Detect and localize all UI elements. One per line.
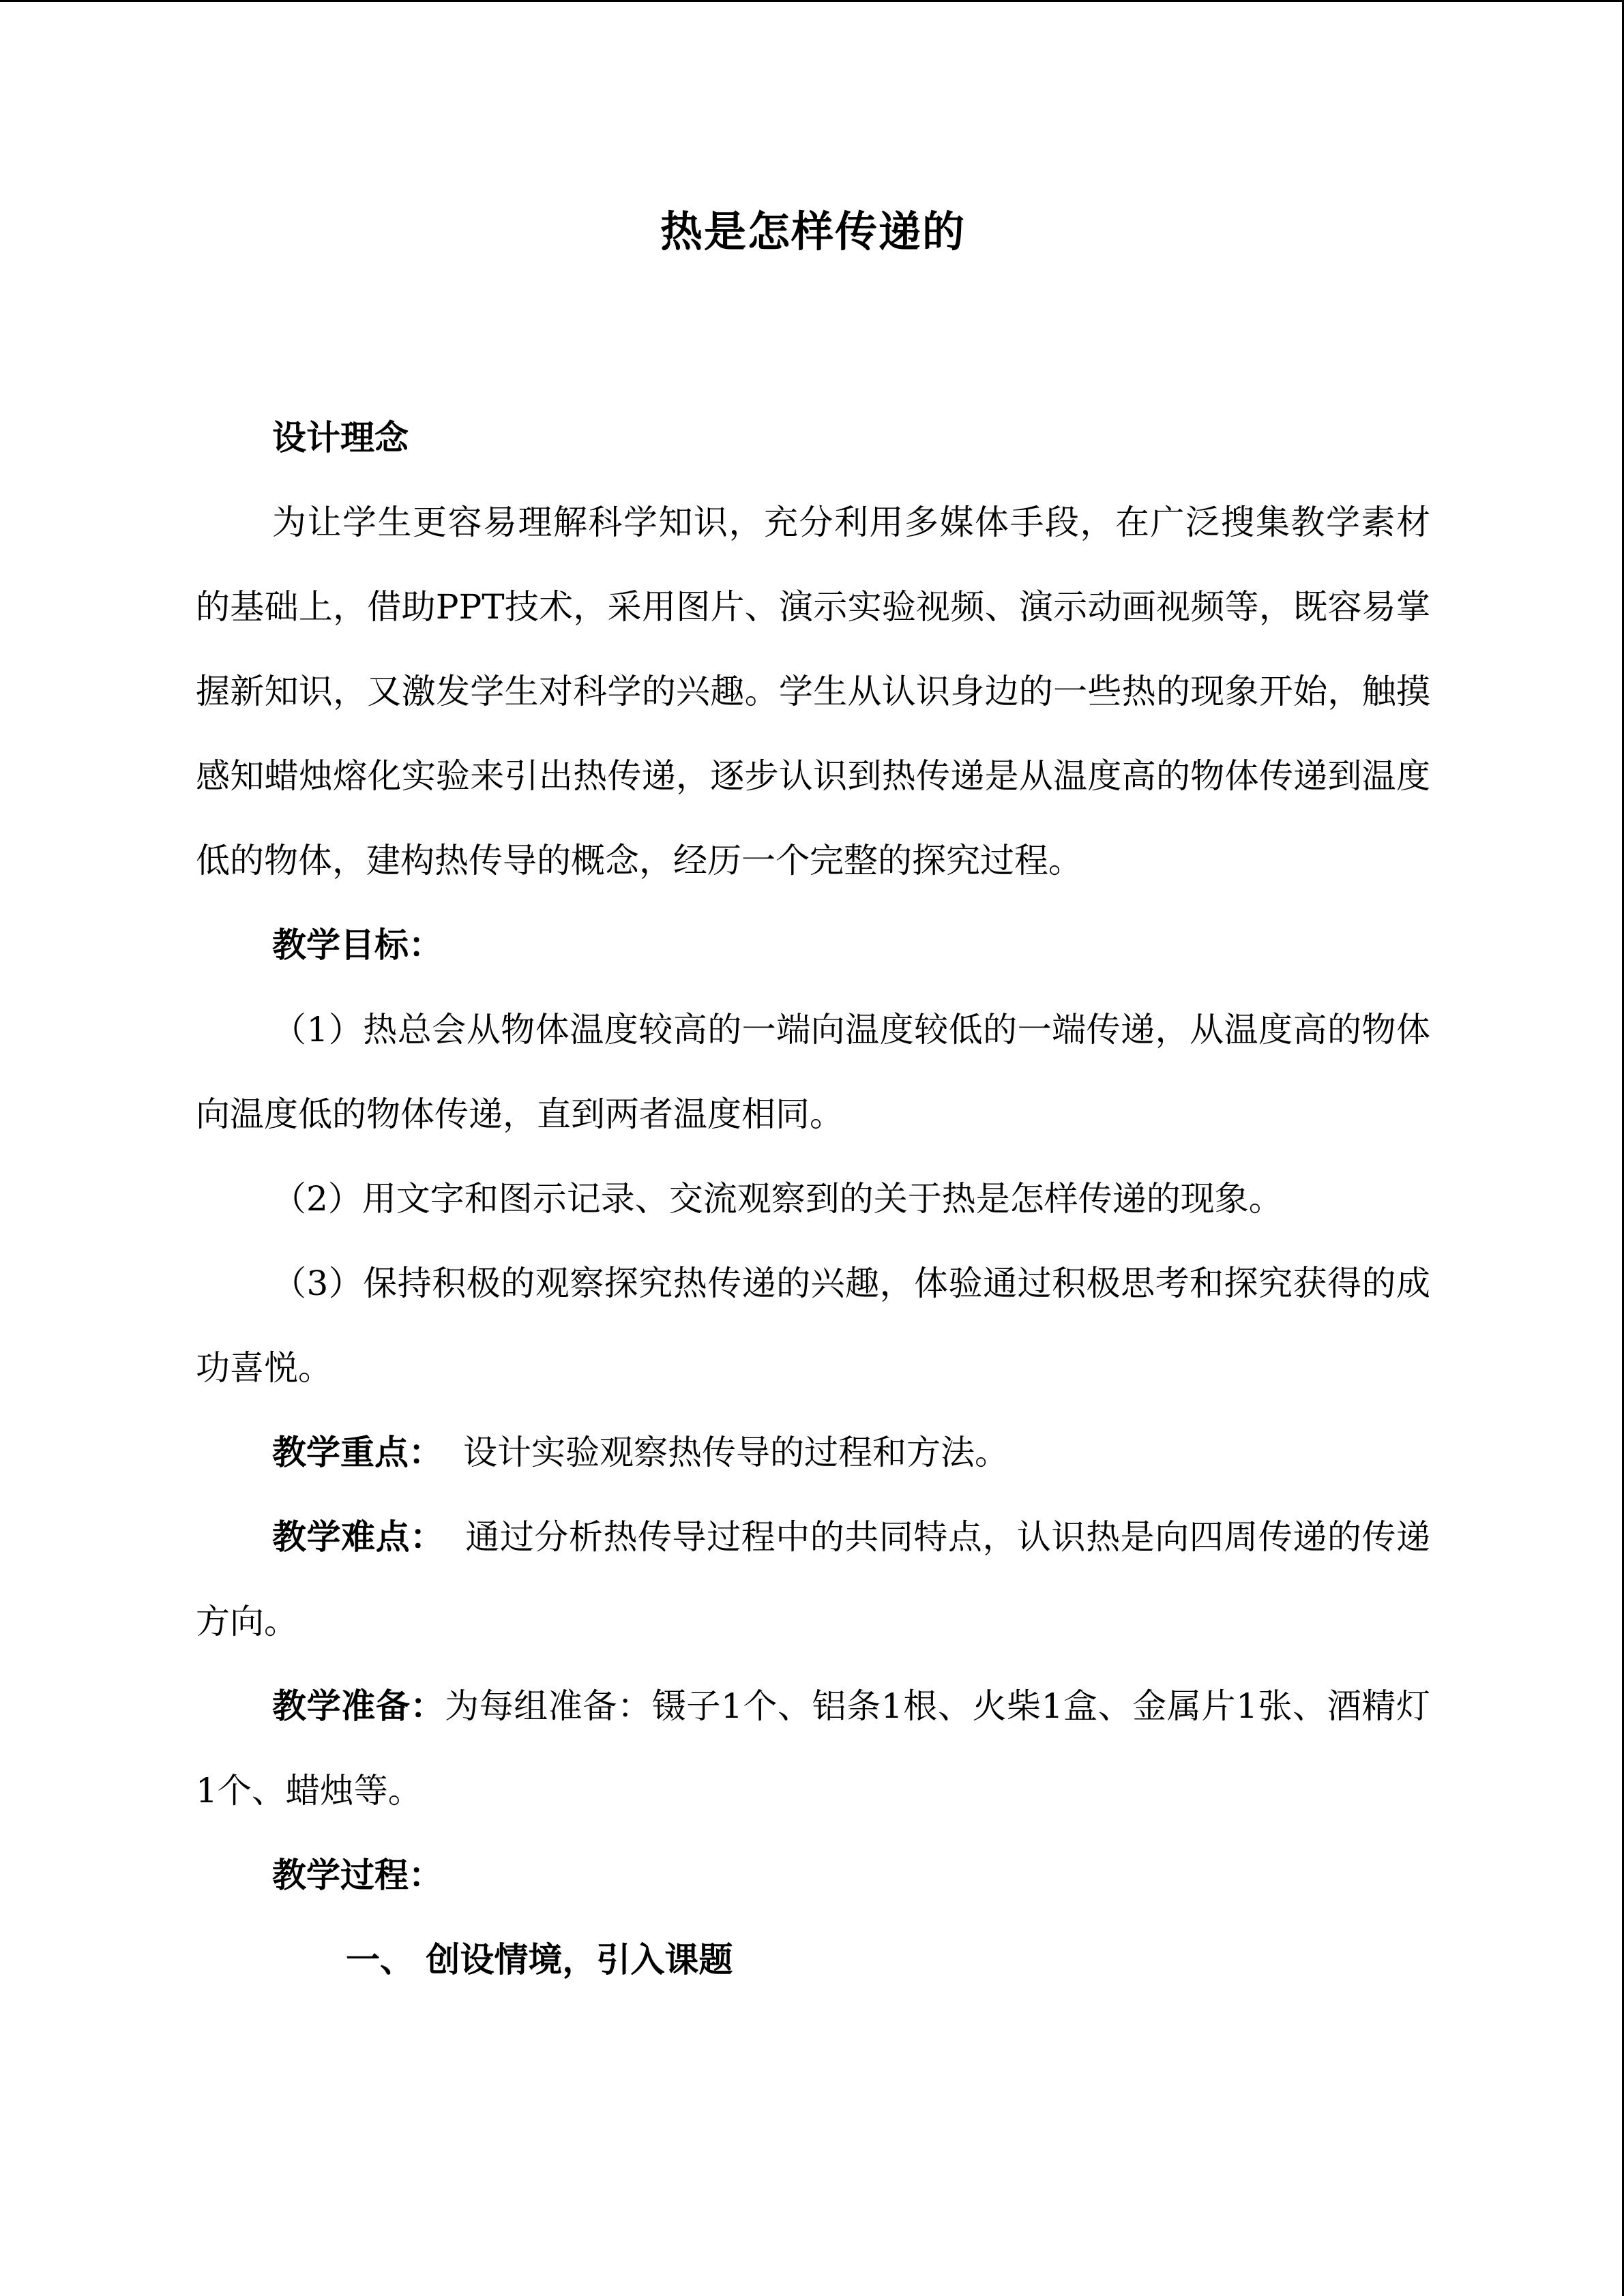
preparation-text: 为每组准备：镊子1个、铝条1根、火柴1盒、金属片1张、酒精灯1个、蜡烛等。 [196, 1686, 1431, 1810]
document-title: 热是怎样传递的 [660, 207, 966, 256]
preparation-row [196, 1664, 1430, 1833]
goals-heading: 教学目标： [272, 925, 443, 965]
section-one-heading: 一、 创设情境，引入课题 [346, 1939, 733, 1980]
key-point-text: 设计实验观察热传导的过程和方法。 [463, 1433, 1009, 1472]
difficulty-text: 通过分析热传导过程中的共同特点，认识热是向四周传递的传递方向。 [196, 1517, 1431, 1641]
difficulty-row [196, 1495, 1430, 1664]
key-point-label: 教学重点： [272, 1432, 443, 1472]
document-body [196, 205, 1430, 2002]
design-paragraph: 为让学生更容易理解科学知识，充分利用多媒体手段，在广泛搜集教学素材的基础上，借助PPT技术，采用图片、演示实验视频、演示动画视频等，既容易掌握新知识，又激发学生对科学的兴趣。学生从认识身边的一些热的现象开始，触摸感知蜡烛熔化实验来引出热传递，逐步认识到热传递是从温度高的物体传递到温度低的物体，建构热传导的概念，经历一个完整的探究过程。 [196, 503, 1430, 880]
key-point-row [196, 1410, 1430, 1495]
goal-item-3: （3）保持积极的观察探究热传递的兴趣，体验通过积极思考和探究获得的成功喜悦。 [196, 1264, 1430, 1388]
preparation-label: 教学准备： [272, 1686, 445, 1726]
goal-item-1: （1）热总会从物体温度较高的一端向温度较低的一端传递，从温度高的物体向温度低的物体传递，直到两者温度相同。 [196, 1010, 1430, 1134]
design-heading: 设计理念 [272, 417, 409, 458]
process-heading: 教学过程： [272, 1855, 443, 1895]
goal-item-2: （2）用文字和图示记录、交流观察到的关于热是怎样传递的现象。 [272, 1179, 1283, 1219]
difficulty-label: 教学难点： [272, 1517, 445, 1557]
